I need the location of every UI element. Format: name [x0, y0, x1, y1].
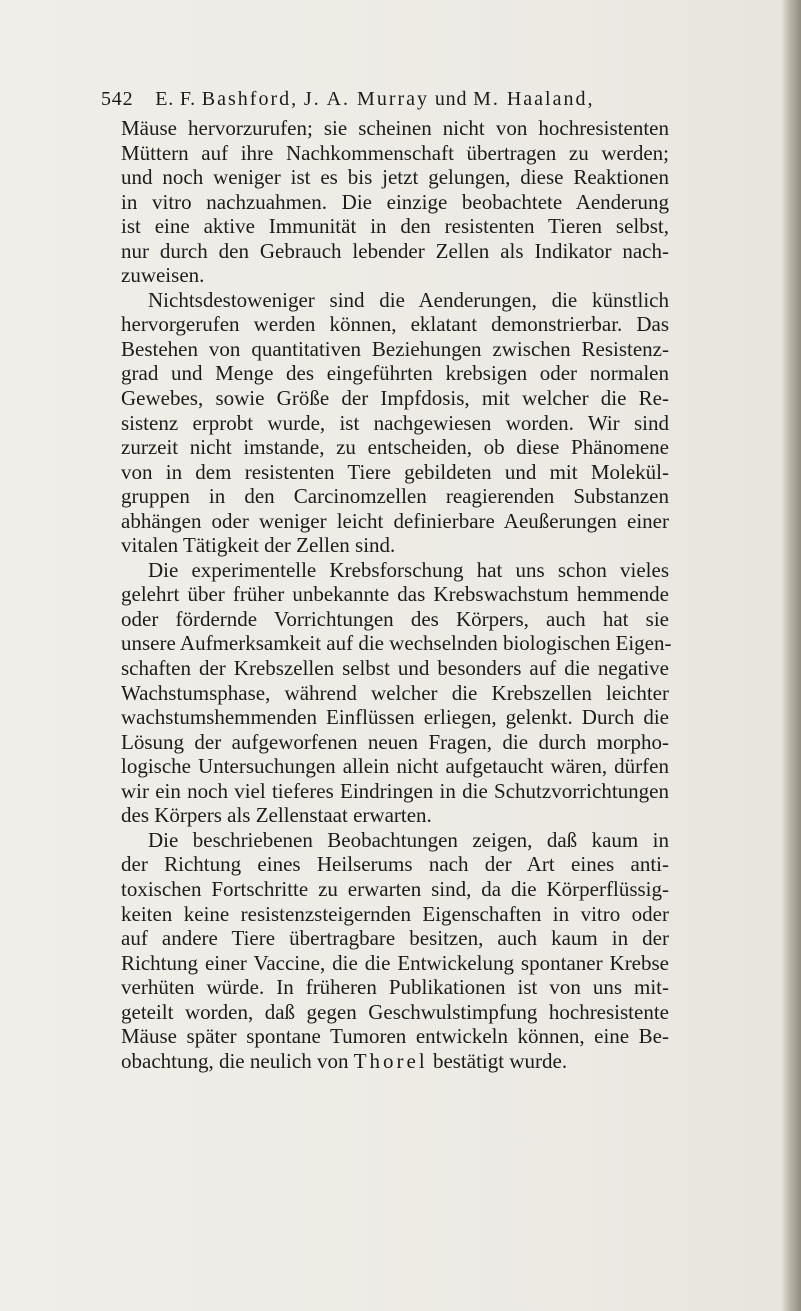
text-line: keiten keine resistenzsteigernden Eigenschaften in vitro oder	[121, 901, 669, 926]
text-line: geteilt worden, daß gegen Geschwulstimpfung hochresistente	[121, 999, 669, 1024]
text-line: von in dem resistenten Tiere gebildeten und mit Molekül-	[121, 459, 669, 484]
text-line: unsere Aufmerksamkeit auf die wechselnden biologischen Eigen-	[121, 631, 672, 656]
body-text	[121, 116, 672, 1073]
text-line: Richtung einer Vaccine, die die Entwickelung spontaner Krebse	[121, 950, 669, 975]
text-line: Mäuse später spontane Tumoren entwickeln können, eine Be-	[121, 1024, 669, 1049]
text-line: zuweisen.	[121, 263, 205, 288]
text-line: logische Untersuchungen allein nicht aufgetaucht wären, dürfen	[121, 754, 669, 779]
text-line: abhängen oder weniger leicht definierbare Aeußerungen einer	[121, 508, 669, 533]
text-line: auf andere Tiere übertragbare besitzen, auch kaum in der	[121, 926, 669, 951]
text-line: Wachstumsphase, während welcher die Krebszellen leichter	[121, 680, 669, 705]
text-line: gelehrt über früher unbekannte das Krebswachstum hemmende	[121, 582, 669, 607]
text-line: gruppen in den Carcinomzellen reagierenden Substanzen	[121, 484, 669, 509]
text-line: ist eine aktive Immunität in den resistenten Tieren selbst,	[121, 214, 669, 239]
page-number: 542	[101, 88, 134, 110]
text-line: schaften der Krebszellen selbst und besonders auf die negative	[121, 656, 669, 681]
text-line: Mäuse hervorzurufen; sie scheinen nicht von hochresistenten	[121, 116, 669, 140]
running-header	[101, 88, 661, 111]
text-line: Müttern auf ihre Nachkommenschaft übertragen zu werden;	[121, 140, 669, 165]
text-line: wir ein noch viel tieferes Eindringen in die Schutzvorrichtungen	[121, 778, 669, 803]
text-line: oder fördernde Vorrichtungen des Körpers, auch hat sie	[121, 606, 669, 631]
header-author-murray: J. A. Murray	[303, 88, 430, 110]
paragraph-start-line: Die beschriebenen Beobachtungen zeigen, daß kaum in	[148, 827, 669, 852]
text-line: sistenz erprobt wurde, ist nachgewiesen worden. Wir sind	[121, 410, 669, 435]
last-line-start: obachtung, die neulich von	[121, 1048, 349, 1073]
header-initials: E. F.	[155, 88, 196, 110]
text-line: hervorgerufen werden können, eklatant demonstrierbar. Das	[121, 312, 669, 337]
text-line: nur durch den Gebrauch lebender Zellen als Indikator nach-	[121, 238, 669, 263]
paragraph-start-line: Nichtsdestoweniger sind die Aenderungen, die künstlich	[148, 287, 669, 312]
text-line: Gewebes, sowie Größe der Impfdosis, mit welcher die Re-	[121, 386, 669, 411]
paragraph-start-line: Die experimentelle Krebsforschung hat uns schon vieles	[148, 557, 669, 582]
text-line: wachstumshemmenden Einflüssen erliegen, gelenkt. Durch die	[121, 705, 669, 730]
text-line: und noch weniger ist es bis jetzt gelungen, diese Reaktionen	[121, 165, 669, 190]
last-line-end: bestätigt wurde.	[432, 1048, 568, 1073]
text-line: grad und Menge des eingeführten krebsigen oder normalen	[121, 361, 669, 386]
text-line: Bestehen von quantitativen Beziehungen zwischen Resistenz-	[121, 336, 669, 361]
text-line: Lösung der aufgeworfenen neuen Fragen, die durch morpho-	[121, 729, 669, 754]
text-line: zurzeit nicht imstande, zu entscheiden, ob diese Phänomene	[121, 435, 669, 460]
last-text-line	[121, 1049, 669, 1074]
text-line: des Körpers als Zellenstaat erwarten.	[121, 803, 432, 828]
header-conjunction: und	[434, 88, 468, 110]
text-line: in vitro nachzuahmen. Die einzige beobachtete Aenderung	[121, 189, 669, 214]
text-line: toxischen Fortschritte zu erwarten sind, da die Körperflüssig-	[121, 876, 669, 901]
header-author-haaland: M. Haaland,	[473, 88, 595, 110]
cited-name-thorel: Thorel	[353, 1048, 428, 1073]
page-edge-shadow	[781, 0, 801, 1311]
header-author-bashford: Bashford,	[201, 88, 299, 110]
text-line: verhüten würde. In früheren Publikationen ist von uns mit-	[121, 975, 669, 1000]
text-line: vitalen Tätigkeit der Zellen sind.	[121, 533, 396, 558]
text-line: der Richtung eines Heilserums nach der Art eines anti-	[121, 852, 669, 877]
